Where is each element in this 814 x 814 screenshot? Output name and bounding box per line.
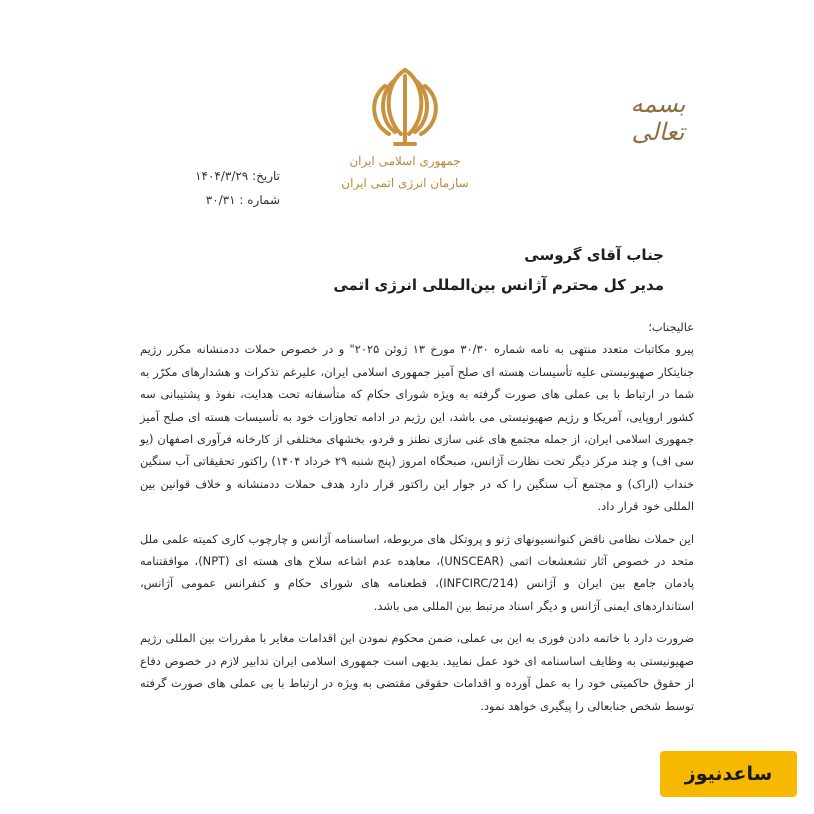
date-row — [160, 164, 280, 188]
iran-emblem-icon — [355, 62, 455, 152]
number-label: شماره : — [239, 193, 280, 207]
salutation: عالیجناب؛ — [648, 320, 694, 334]
letter-meta — [160, 164, 280, 212]
addressee-name: جناب آقای گروسی — [524, 246, 664, 264]
number-value: ۳۰/۳۱ — [205, 193, 236, 207]
addressee-block — [244, 240, 664, 300]
date-value: ۱۴۰۴/۳/۲۹ — [195, 169, 249, 183]
body-paragraph-2: این حملات نظامی ناقض کنوانسیونهای ژنو و پروتکل های مربوطه، اساسنامه آژانس و چارچوب کاری کمیته علمی ملل متحد در خصوص آثار تشعشعات اتمی (UNSCEAR)، معاهده عدم اشاعه سلاح های هسته ای (NPT)، موافقتنامه پادمان جامع بین ایران و آژانس (INFCIRC/214)، قطعنامه های شورای حکام و کنفرانس عمومی آژانس، استانداردهای ایمنی آژانس و دیگر اسناد مرتبط بین المللی می باشد. — [140, 531, 694, 613]
addressee-title: مدیر کل محترم آژانس بین‌المللی انرژی اتمی — [333, 276, 664, 294]
body-paragraph-1: پیرو مکاتبات متعدد منتهی به نامه شماره ۳۰/۳۰ مورخ ۱۳ ژوئن ۲۰۲۵" و در خصوص حملات ددمنشانه مکرر رژیم جنایتکار صهیونیستی علیه تأسیسات هسته ای صلح آمیز جمهوری اسلامی ایران، علیرغم تذکرات و هشدارهای مکرّر به شما در ارتباط با بی عملی های صورت گرفته به ویژه شورای حکام که متأسفانه تحت هدایت، نفوذ و پشتیبانی سه کشور اروپایی، آمریکا و رژیم صهیونیستی می باشد، این رژیم در ادامه تجاوزات خود به تأسیسات هسته ای صلح آمیز جمهوری اسلامی ایران، از جمله مجتمع های غنی سازی نطنز و فردو، بخشهای مختلفی از کارخانه فرآوری اصفهان (یو سی اف) و چند مرکز دیگر تحت نظارت آژانس، صبحگاه امروز (پنج شنبه ۲۹ خرداد ۱۴۰۴) راکتور تحقیقاتی آب سنگین خنداب (اراک) و مجتمع آب سنگین را که در جوار این راکتور قرار دارد هدف حملات ددمنشانه و خلاف قوانین بین المللی خود قرار داد. — [140, 342, 694, 514]
org-line-1: جمهوری اسلامی ایران — [349, 154, 461, 168]
letter-body — [140, 316, 694, 727]
org-line-2: سازمان انرژی اتمی ایران — [341, 176, 469, 190]
watermark-badge: ساعدنیوز — [660, 751, 797, 797]
body-paragraph-3: ضرورت دارد با خاتمه دادن فوری به این بی عملی، ضمن محکوم نمودن این اقدامات مغایر با مقررات بین المللی رژیم صهیونیستی به وظایف اساسنامه ای خود عمل نمایید. بدیهی است جمهوری اسلامی ایران تدابیر لازم در خصوص دفاع از حقوق حاکمیتی خود را به عمل آورده و اقدامات حقوقی مقتضی به ویژه در ارتباط با بی عملی های صورت گرفته توسط شخص جنابعالی را پیگیری خواهد نمود. — [140, 631, 694, 713]
number-row — [160, 188, 280, 212]
date-label: تاریخ: — [252, 169, 280, 183]
organization-name — [330, 150, 480, 194]
basmala-calligraphy: بسمه تعالی — [630, 90, 686, 146]
